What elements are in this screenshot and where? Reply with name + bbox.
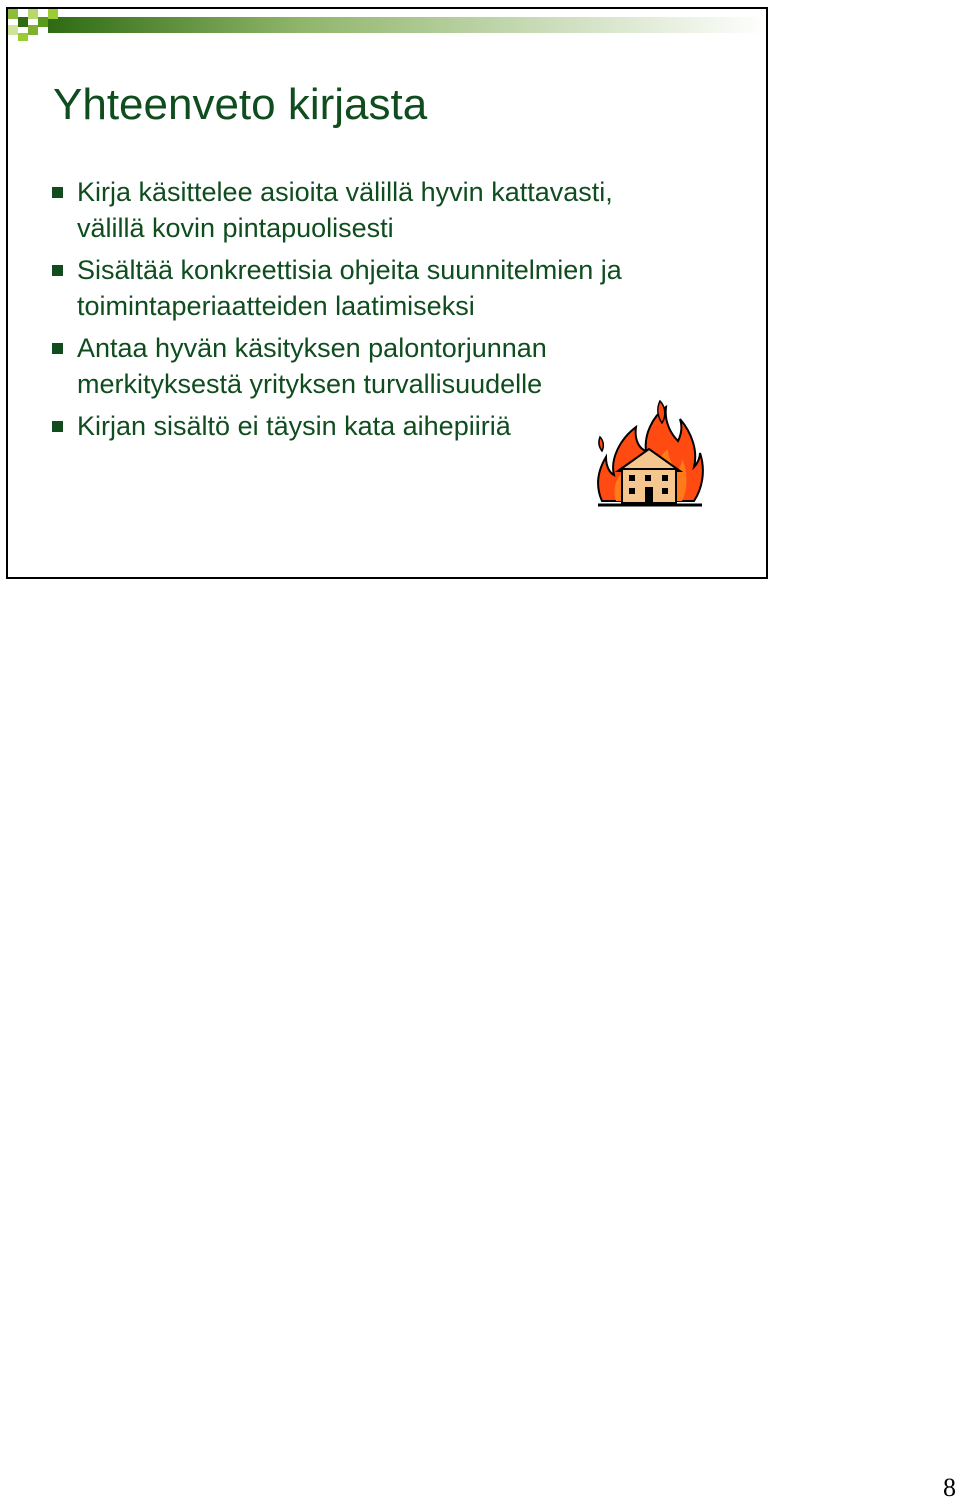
bullet-text-line: välillä kovin pintapuolisesti	[77, 213, 394, 243]
decorative-header-bar	[8, 9, 766, 41]
bullet-text-line: Sisältää konkreettisia ohjeita suunnitelmien ja	[77, 255, 622, 285]
burning-house-icon	[594, 397, 704, 509]
square-bullet-icon	[52, 343, 63, 354]
bullet-text-line: Kirjan sisältö ei täysin kata aihepiiriä	[77, 411, 511, 441]
bullet-text-line: Kirja käsittelee asioita välillä hyvin kattavasti,	[77, 177, 613, 207]
page-number: 8	[943, 1473, 956, 1502]
square-bullet-icon	[52, 421, 63, 432]
bullet-item	[51, 252, 701, 324]
bullet-text-line: Antaa hyvän käsityksen palontorjunnan	[77, 333, 547, 363]
slide	[6, 7, 768, 579]
bullet-text-line: merkityksestä yrityksen turvallisuudelle	[77, 369, 543, 399]
bullet-text-line: toimintaperiaatteiden laatimiseksi	[77, 291, 475, 321]
slide-title: Yhteenveto kirjasta	[53, 80, 428, 129]
square-bullet-icon	[52, 187, 63, 198]
bullet-item	[51, 330, 701, 402]
bullet-item	[51, 174, 701, 246]
square-bullet-icon	[52, 265, 63, 276]
